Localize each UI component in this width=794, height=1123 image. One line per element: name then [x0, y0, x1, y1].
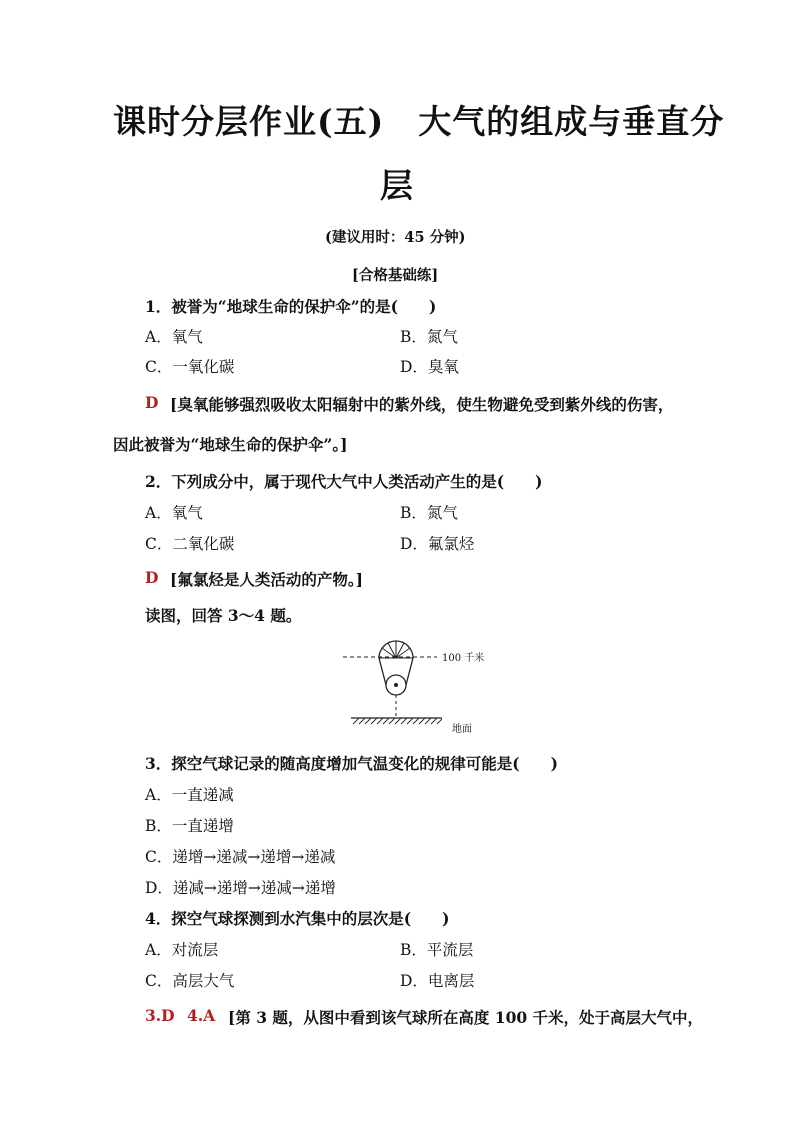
answer-3: 3.D — [145, 1006, 175, 1025]
option-b: B．一直递增 — [145, 817, 234, 835]
balloon-icon — [379, 641, 413, 695]
answer-letter: D — [145, 393, 159, 412]
section-heading: [合格基础练] — [352, 267, 439, 284]
option-a: A．对流层 — [145, 941, 219, 959]
option-d: D．氟氯烃 — [400, 535, 475, 553]
option-a: A．一直递减 — [145, 786, 234, 804]
explanation-line-2: 因此被誉为“地球生命的保护伞”。] — [113, 435, 348, 454]
answer-4: 4.A — [187, 1006, 216, 1025]
label-ground: 地面 — [452, 724, 472, 735]
time-note: (建议用时：45 分钟) — [325, 229, 466, 246]
question-stem: 3．探空气球记录的随高度增加气温变化的规律可能是( ) — [145, 754, 558, 773]
option-d: D．电离层 — [400, 972, 475, 990]
option-a: A．氧气 — [145, 328, 203, 346]
option-d: D．递减→递增→递减→递增 — [145, 879, 336, 897]
option-c: C．递增→递减→递增→递减 — [145, 848, 336, 866]
title-line-1: 课时分层作业(五) 大气的组成与垂直分 — [113, 102, 725, 141]
explanation: [第 3 题，从图中看到该气球所在高度 100 千米，处于高层大气中， — [228, 1008, 704, 1027]
question-stem: 1．被誉为“地球生命的保护伞”的是( ) — [145, 297, 437, 316]
option-c: C．高层大气 — [145, 972, 235, 990]
label-100km: 100 千米 — [442, 653, 485, 664]
option-d: D．臭氧 — [400, 358, 459, 376]
option-a: A．氧气 — [145, 504, 203, 522]
ground-hatch-icon — [351, 718, 442, 724]
balloon-figure — [335, 630, 495, 740]
question-stem: 2．下列成分中，属于现代大气中人类活动产生的是( ) — [145, 472, 543, 491]
question-stem: 4．探空气球探测到水汽集中的层次是( ) — [145, 909, 450, 928]
option-b: B．氮气 — [400, 504, 458, 522]
option-c: C．一氧化碳 — [145, 358, 235, 376]
option-b: B．平流层 — [400, 941, 474, 959]
explanation-line-1: [臭氧能够强烈吸收太阳辐射中的紫外线，使生物避免受到紫外线的伤害， — [170, 395, 674, 414]
explanation: [氟氯烃是人类活动的产物。] — [170, 570, 363, 589]
title-line-2: 层 — [380, 166, 414, 205]
option-c: C．二氧化碳 — [145, 535, 235, 553]
answer-letter: D — [145, 568, 159, 587]
read-figure-prompt: 读图，回答 3～4 题。 — [145, 606, 302, 625]
option-b: B．氮气 — [400, 328, 458, 346]
